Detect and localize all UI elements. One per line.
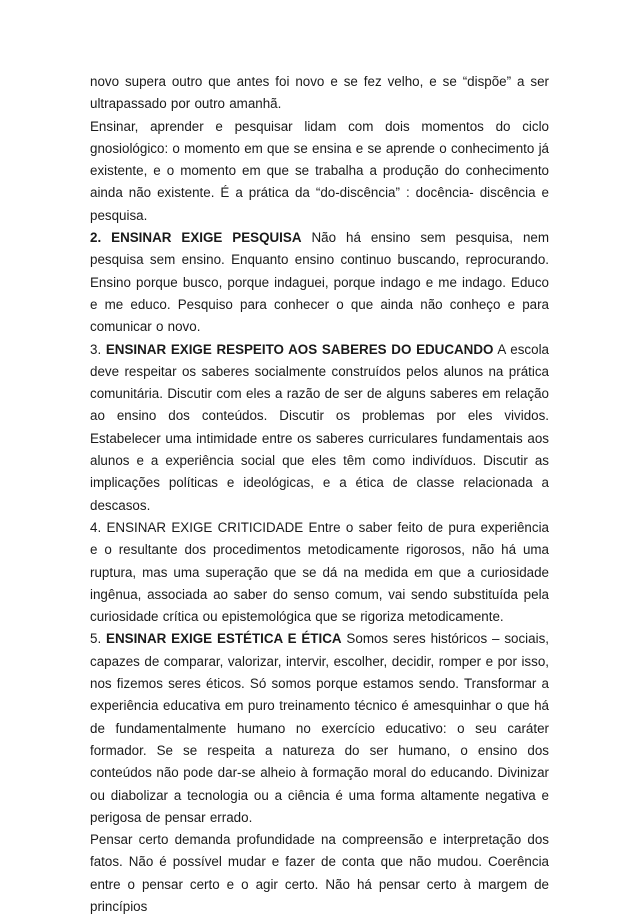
paragraph-text: novo supera outro que antes foi novo e se fez velho, e se “dispõe” a ser ultrapassado por outro amanhã. <box>90 74 549 112</box>
section-number: 5. <box>90 631 107 647</box>
paragraph-continuation <box>90 71 549 116</box>
section-criticidade <box>90 517 549 628</box>
paragraph-text: Ensinar, aprender e pesquisar lidam com dois momentos do ciclo gnosiológico: o momento em que se ensina e se aprende o conhecimento já existente, e o momento em que se trabalha a produção do conhecimento ainda não existente. É a prática da “do-discência” : docência- discência e pesquisa. <box>90 118 549 223</box>
paragraph-text: Pensar certo demanda profundidade na compreensão e interpretação dos fatos. Não é possível mudar e fazer de conta que não mudou. Coerência entre o pensar certo e o agir certo. Não há pensar certo à margem de princípios <box>90 832 549 914</box>
section-estetica-etica <box>90 628 549 829</box>
paragraph-text: 4. ENSINAR EXIGE CRITICIDADE Entre o saber feito de pura experiência e o resultante dos procedimentos metodicamente rigorosos, não há uma ruptura, mas uma superação que se dá na medida em que a curiosidade ingênua, associada ao saber do senso comum, vai sendo substituída pela curiosidade crítica ou epistemológica que se rigoriza metodicamente. <box>90 519 549 625</box>
paragraph-text: A escola deve respeitar os saberes socialmente construídos pelos alunos na prática comunitária. Discutir com eles a razão de ser de alguns saberes em relação ao ensino dos conteúdos. Discutir os problemas por eles vividos. Estabelecer uma intimidade entre os saberes curriculares fundamentais aos alunos e a experiência social que eles têm como indivíduos. Discutir as implicações políticas e ideológicas, e a ética de classe relacionada a descasos. <box>90 341 549 513</box>
document-page <box>90 71 549 918</box>
section-ensinar-exige-pesquisa <box>90 227 549 338</box>
paragraph-pensar-certo <box>90 829 549 918</box>
section-number: 3. <box>90 341 106 357</box>
paragraph-text: Não há ensino sem pesquisa, nem pesquisa sem ensino. Enquanto ensino continuo buscando, reprocurando. Ensino porque busco, porque indaguei, porque indago e me indago. Educo e me educo. Pesquiso para conhecer o que ainda não conheço e para comunicar o novo. <box>90 230 549 335</box>
paragraph-ensinar-aprender-pesquisar <box>90 116 549 227</box>
paragraph-text: Somos seres históricos – sociais, capazes de comparar, valorizar, intervir, escolher, decidir, romper e por isso, nos fizemos seres éticos. Só somos porque estamos sendo. Transformar a experiência educativa em puro treinamento técnico é amesquinhar o que há de fundamentalmente humano no exercício educativo: o seu caráter formador. Se se respeita a natureza do ser humano, o ensino dos conteúdos não pode dar-se alheio à formação moral do educando. Divinizar ou diabolizar a tecnologia ou a ciência é uma forma altamente negativa e perigosa de pensar errado. <box>90 631 549 825</box>
section-respeito-saberes <box>90 339 549 517</box>
section-heading: ENSINAR EXIGE ESTÉTICA E ÉTICA <box>106 631 342 647</box>
section-heading: 2. ENSINAR EXIGE PESQUISA <box>90 230 302 246</box>
section-heading: ENSINAR EXIGE RESPEITO AOS SABERES DO EDUCANDO <box>105 341 494 357</box>
